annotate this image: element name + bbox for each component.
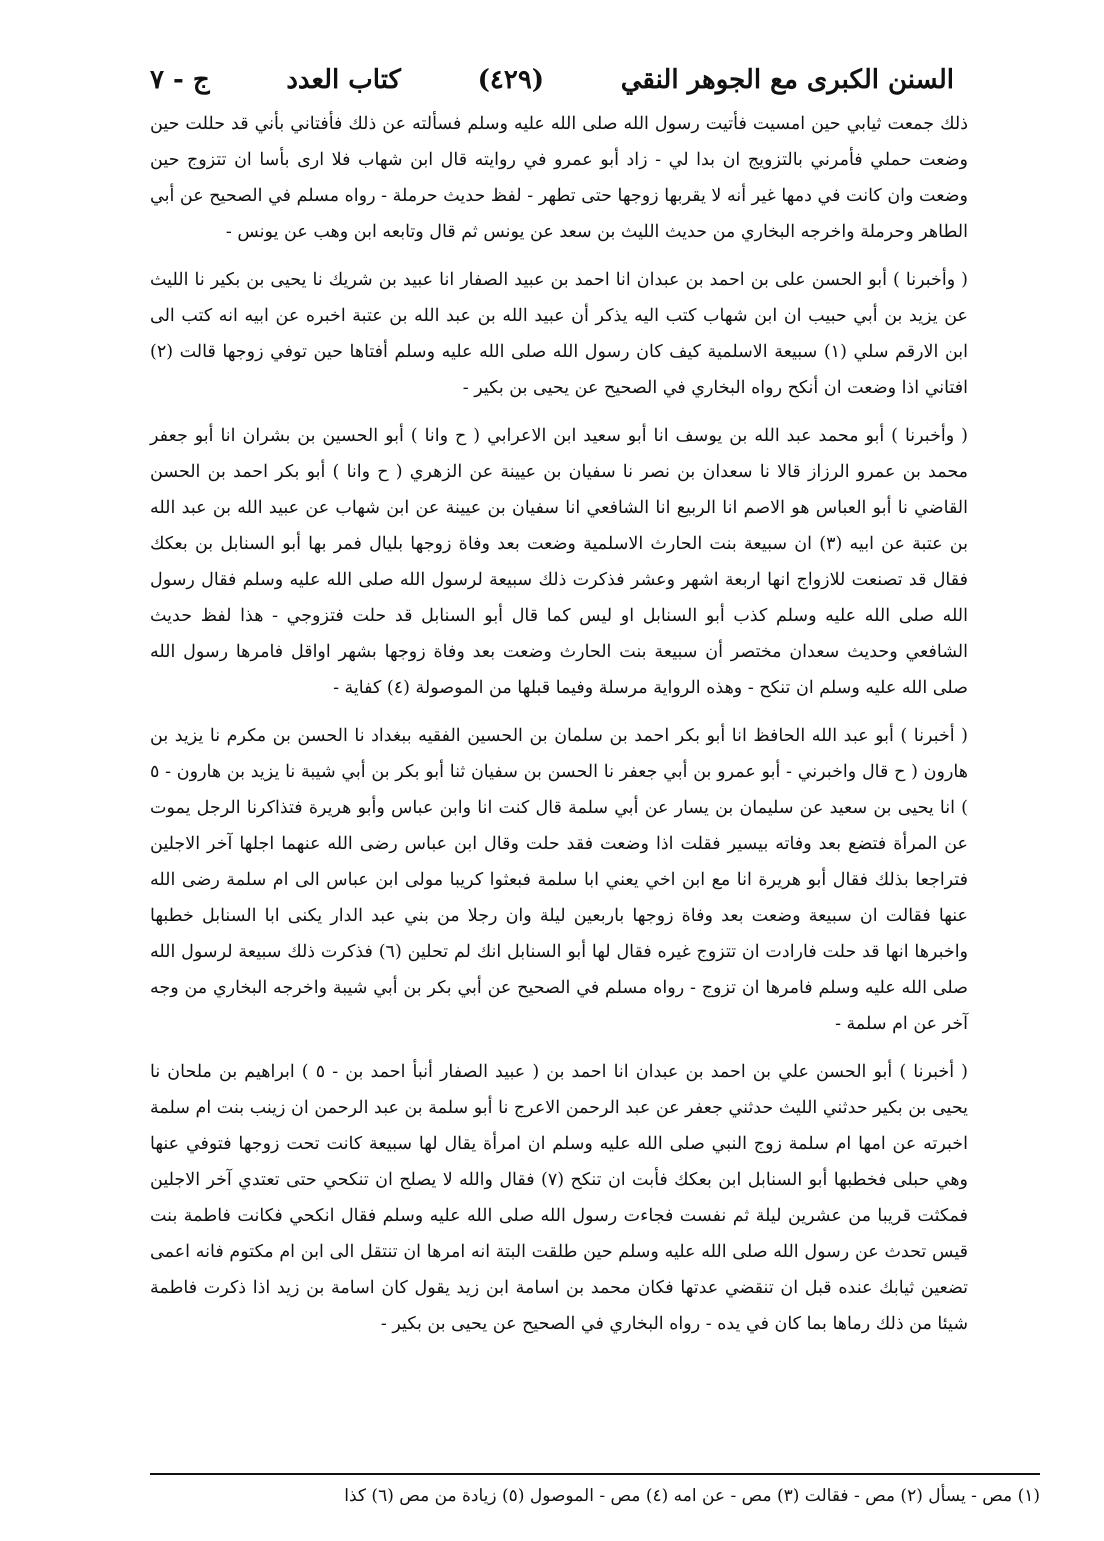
footnotes: (١) مص - يسأل (٢) مص - فقالت (٣) مص - عن امه (٤) مص - الموصول (٥) زيادة من مص (٦) كذا [344,1486,1040,1506]
chapter-title: كتاب العدد [286,65,401,95]
paragraph: ( أخبرنا ) أبو الحسن علي بن احمد بن عبدان انا احمد بن ( عبيد الصفار أنبأ احمد بن - ٥ ) ابراهيم بن ملحان نا يحيى بن بكير حدثني الليث حدثني جعفر عن عبد الرحمن الاعرج نا أبو سلمة بن عبد الرحمن ان زينب بنت ام سلمة اخبرته عن امها ام سلمة زوج النبي صلى الله عليه وسلم ان امرأة يقال لها سبيعة كانت تحت زوجها فتوفي عنها وهي حبلى فخطبها أبو السنابل ابن بعكك فأبت ان تنكح (٧) فقال والله لا يصلح ان تنكحي حتى تعتدي آخر الاجلين فمكثت قريبا من عشرين ليلة ثم نفست فجاءت رسول الله صلى الله عليه وسلم فقال انكحي فكانت فاطمة بنت قيس تحدث عن رسول الله صلى الله عليه وسلم حين طلقت البتة انه امرها ان تنتقل الى ابن ام مكتوم فانه اعمى تضعين ثيابك عنده قبل ان تنقضي عدتها فكان محمد بن اسامة ابن زيد يقول كان اسامة بن زيد اذا ذكرت فاطمة شيئا من ذلك رماها بما كان في يده - رواه البخاري في الصحيح عن يحيى بن بكير - [150,1062,968,1334]
volume-number: ج - ٧ [150,65,210,95]
page-number: (٤٢٩) [477,65,545,95]
main-text [150,106,968,1354]
paragraph: ( وأخبرنا ) أبو الحسن على بن احمد بن عبدان انا احمد بن عبيد الصفار انا عبيد بن شريك نا يحيى بن بكير نا الليث عن يزيد بن أبي حبيب ان ابن شهاب كتب اليه يذكر أن عبيد الله بن عبد الله بن عتبة اخبره عن ابيه انه كتب الى ابن الارقم سلي (١) سبيعة الاسلمية كيف كان رسول الله صلى الله عليه وسلم أفتاها حين توفي زوجها قالت (٢) افتاني اذا وضعت ان أنكح رواه البخاري في الصحيح عن يحيى بن بكير - [150,270,968,398]
paragraph: ( أخبرنا ) أبو عبد الله الحافظ انا أبو بكر احمد بن سلمان بن الحسين الفقيه ببغداد نا الحسن بن مكرم نا يزيد بن هارون ( ح قال واخبرني - أبو عمرو بن أبي جعفر نا الحسن بن سفيان ثنا أبو بكر بن أبي شيبة نا يزيد بن هارون - ٥ ) انا يحيى بن سعيد عن سليمان بن يسار عن أبي سلمة قال كنت انا وابن عباس وأبو هريرة فتذاكرنا الرجل يموت عن المرأة فتضع بعد وفاته بيسير فقلت اذا وضعت فقد حلت وقال ابن عباس رضى الله عنهما اجلها آخر الاجلين فتراجعا بذلك فقال أبو هريرة انا مع ابن اخي يعني ابا سلمة فبعثوا كريبا مولى ابن عباس الى ام سلمة رضى الله عنها فقالت ان سبيعة وضعت بعد وفاة زوجها باربعين ليلة وان رجلا من بني عبد الدار يكنى ابا السنابل خطبها واخبرها انها قد حلت فارادت ان تتزوج غيره فقال لها أبو السنابل انك لم تحلين (٦) فذكرت ذلك سبيعة لرسول الله صلى الله عليه وسلم فامرها ان تزوج - رواه مسلم في الصحيح عن أبي بكر بن أبي شيبة واخرجه البخاري من وجه آخر عن ام سلمة - [150,726,969,1034]
footnote-divider [150,1473,1040,1475]
paragraph: ذلك جمعت ثيابي حين امسيت فأتيت رسول الله صلى الله عليه وسلم فسألته عن ذلك فأفتاني بأني قد حللت حين وضعت حملي فأمرني بالتزويج ان بدا لي - زاد أبو عمرو في روايته قال ابن شهاب فلا ارى بأسا ان تتزوج حين وضعت وان كانت في دمها غير أنه لا يقربها زوجها حتى تطهر - لفظ حديث حرملة - رواه مسلم في الصحيح عن أبي الطاهر وحرملة واخرجه البخاري من حديث الليث بن سعد عن يونس ثم قال وتابعه ابن وهب عن يونس - [150,114,968,242]
book-title: السنن الكبرى مع الجوهر النقي [620,65,954,95]
page-header [150,60,954,100]
paragraph: ( وأخبرنا ) أبو محمد عبد الله بن يوسف انا أبو سعيد ابن الاعرابي ( ح وانا ) أبو الحسين بن بشران انا أبو جعفر محمد بن عمرو الرزاز قالا نا سعدان بن نصر نا سفيان بن عيينة عن الزهري ( ح وانا ) أبو بكر احمد بن الحسن القاضي نا أبو العباس هو الاصم انا الربيع انا الشافعي انا سفيان بن عيينة عن ابن شهاب عن عبيد الله بن عبد الله بن عتبة عن ابيه (٣) ان سبيعة بنت الحارث الاسلمية وضعت بعد وفاة زوجها بليال فمر بها أبو السنابل بن بعكك فقال قد تصنعت للازواج انها اربعة اشهر وعشر فذكرت ذلك سبيعة لرسول الله صلى الله عليه وسلم فقال رسول الله صلى الله عليه وسلم كذب أبو السنابل او ليس كما قال أبو السنابل قد حلت فتزوجي - هذا لفظ حديث الشافعي وحديث سعدان مختصر أن سبيعة بنت الحارث وضعت بعد وفاة زوجها بشهر اواقل فامرها رسول الله صلى الله عليه وسلم ان تنكح - وهذه الرواية مرسلة وفيما قبلها من الموصولة (٤) كفاية - [150,426,968,698]
